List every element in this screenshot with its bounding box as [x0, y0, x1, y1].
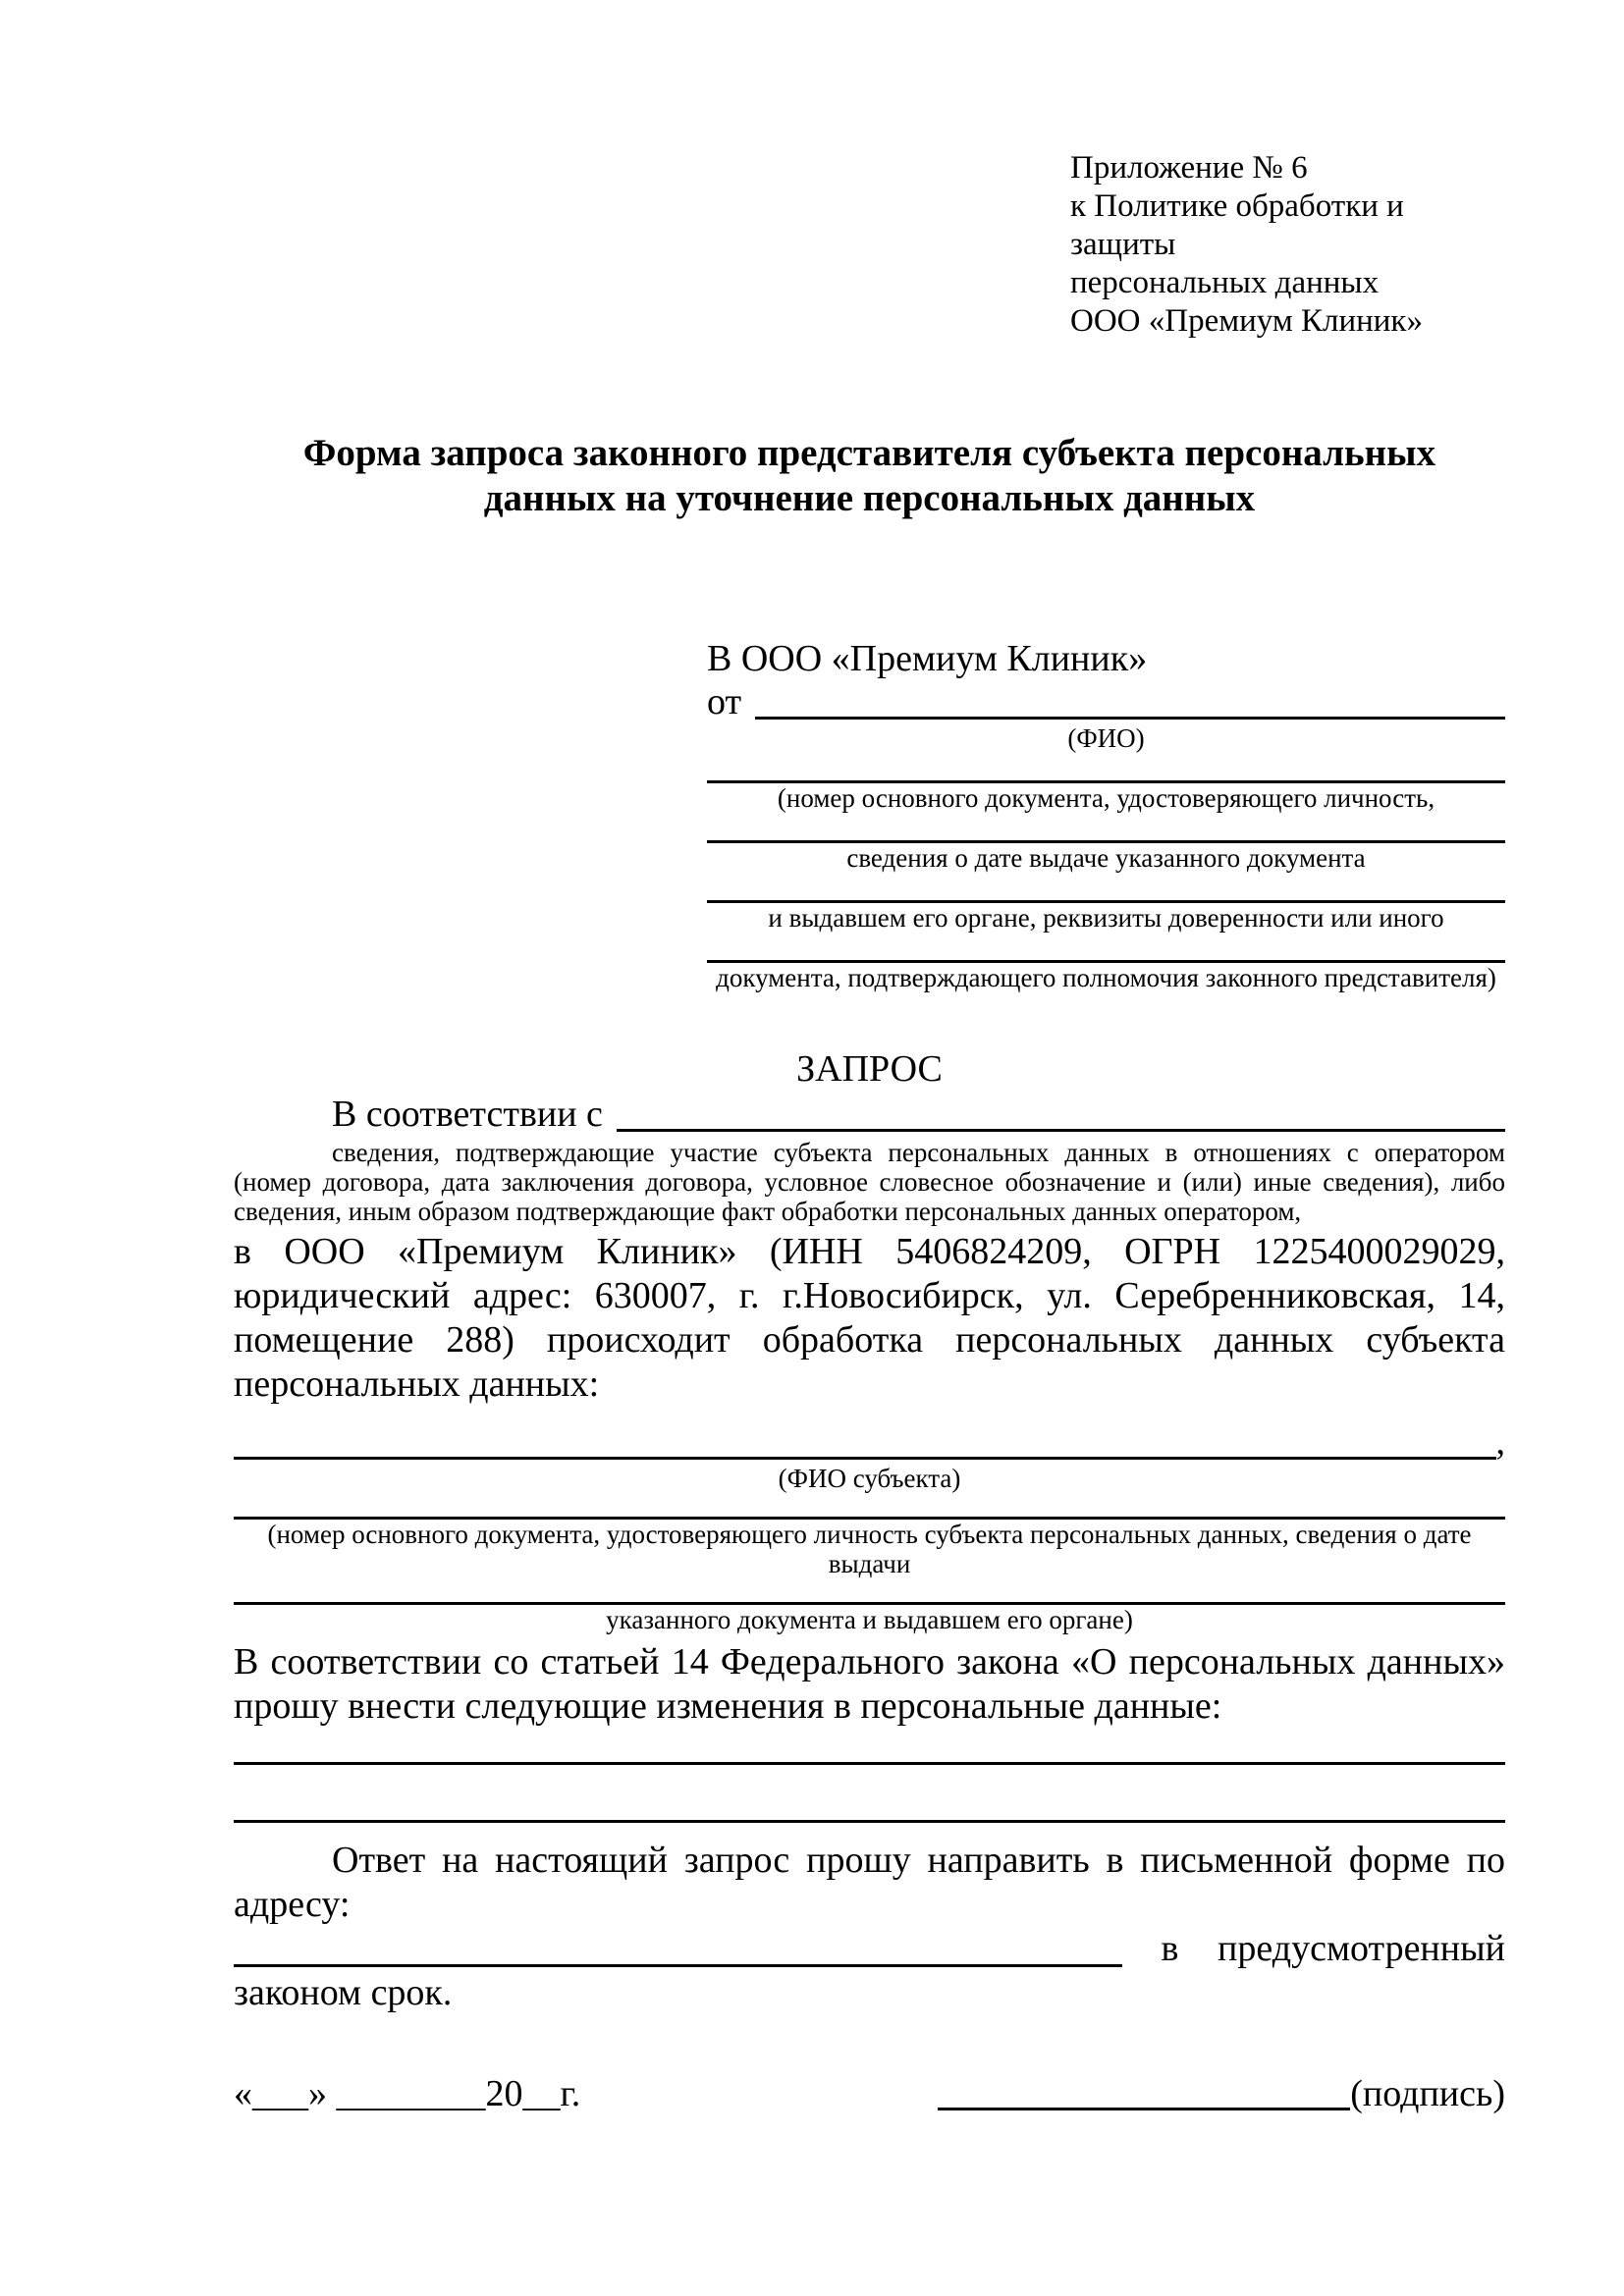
in-accordance-label: В соответствии с: [332, 1094, 603, 1135]
answer-tail-line: законом срок.: [234, 1972, 453, 2013]
field-caption: и выдавшем его органе, реквизиты доверенности или иного: [768, 903, 1444, 933]
changes-blank-line-2: [234, 1820, 1505, 1823]
agreement-note: сведения, подтверждающие участие субъекта персональных данных в отношениях с оператором (номер договора, дата заключения договора, условное словесное обозначение и (или) иные сведения), либо сведения, иным образом подтверждающие факт обработки персональных данных оператором,: [234, 1138, 1505, 1226]
subject-fio-caption: (ФИО субъекта): [778, 1464, 961, 1493]
date-line: «___» ________20__г.: [234, 2073, 581, 2114]
subject-doc-blank-line-2: [234, 1578, 1505, 1605]
addressee-to: В ООО «Премиум Клиник»: [707, 638, 1148, 679]
from-label: от: [707, 681, 742, 722]
subject-doc-caption-1: (номер основного документа, удостоверяющего личность субъекта персональных данных, сведения о дате выдачи: [267, 1520, 1472, 1578]
document-header: [1070, 149, 1505, 341]
changes-blank-line-1: [234, 1762, 1505, 1765]
header-line-personal-data: персональных данных: [1070, 265, 1380, 300]
trailing-comma: ,: [1495, 1421, 1505, 1463]
answer-address-row: [234, 1927, 1505, 1971]
representative-doc-field-1: [707, 763, 1505, 813]
answer-word-v: в: [1161, 1928, 1179, 1969]
answer-word-predusmotrenny: предусмотренный: [1218, 1928, 1505, 1969]
signature-blank-line: [938, 2108, 1350, 2110]
subject-fio-row: [234, 1420, 1505, 1464]
header-line-policy: к Политике обработки и защиты: [1070, 188, 1404, 262]
subject-doc-caption-2: указанного документа и выдавшем его органе): [606, 1605, 1133, 1634]
representative-doc-field-2: [707, 823, 1505, 873]
field-caption: документа, подтверждающего полномочия законного представителя): [716, 963, 1496, 992]
in-accordance-row: [234, 1093, 1505, 1136]
blank-line: [707, 763, 1505, 783]
answer-sentence: Ответ на настоящий запрос прошу направить в письменной форме по адресу:: [234, 1840, 1505, 1925]
signature-caption: (подпись): [1350, 2073, 1505, 2114]
field-caption: сведения о дате выдаче указанного документа: [846, 843, 1366, 873]
form-title: Форма запроса законного представителя субъекта персональных данных на уточнение персональных данных: [302, 432, 1436, 519]
from-row: [707, 680, 1505, 723]
signature-group: [938, 2072, 1505, 2116]
request-heading: ЗАПРОС: [796, 1048, 943, 1090]
article-14-paragraph: В соответствии со статьей 14 Федерального закона «О персональных данных» прошу внести следующие изменения в персональные данные:: [234, 1641, 1505, 1727]
representative-fio-blank-line: [755, 680, 1505, 720]
representative-doc-field-3: [707, 882, 1505, 933]
address-blank-line: [234, 1964, 1122, 1967]
header-line-appendix: Приложение № 6: [1070, 150, 1308, 186]
header-line-company: ООО «Премиум Клиник»: [1070, 303, 1423, 339]
subject-doc-blank-line-1: [234, 1493, 1505, 1520]
addressee-block: [707, 637, 1505, 992]
blank-line: [707, 823, 1505, 843]
date-signature-row: [234, 2072, 1505, 2116]
blank-line: [707, 882, 1505, 903]
fio-caption: (ФИО): [1067, 723, 1145, 753]
operator-paragraph: в ООО «Премиум Клиник» (ИНН 5406824209, ОГРН 1225400029029, юридический адрес: 630007, г. г.Новосибирск, ул. Серебренниковская, 14, помещение 288) происходит обработка персональных данных субъекта персональных данных:: [234, 1231, 1505, 1405]
representative-doc-field-4: [707, 942, 1505, 992]
agreement-details-blank-line: [617, 1093, 1505, 1132]
subject-fio-blank-line: [234, 1420, 1496, 1460]
field-caption: (номер основного документа, удостоверяющего личность,: [777, 783, 1435, 813]
blank-line: [707, 942, 1505, 963]
